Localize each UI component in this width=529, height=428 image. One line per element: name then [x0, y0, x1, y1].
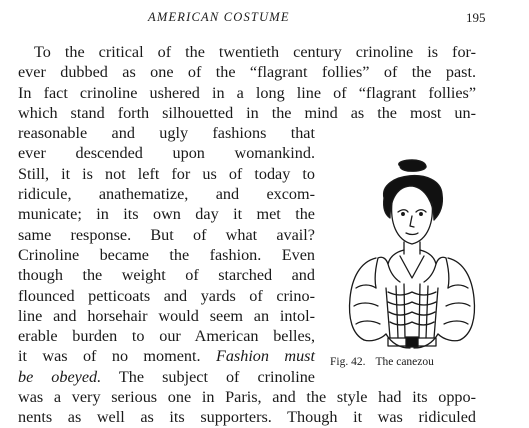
text-line: erable burden to our American belles,: [18, 327, 315, 346]
text-line: Crinoline became the fashion. Even: [18, 245, 315, 264]
text-line: In fact crinoline ushered in a long line of “flagrant follies”: [18, 83, 476, 102]
text-line: Still, it is not left for us of today to: [18, 164, 315, 183]
text-line: though the weight of starched and: [18, 266, 315, 285]
text-line: flounced petticoats and yards of crino-: [18, 286, 315, 305]
italic-phrase: be obeyed.: [18, 367, 102, 386]
figure-title: The canezou: [375, 356, 434, 368]
running-title: AMERICAN COSTUME: [148, 10, 290, 24]
text-line: [18, 346, 315, 366]
text-line: line and horsehair would seem an intol-: [18, 306, 315, 325]
text-line: To the critical of the twentieth century crinoline is for-: [34, 43, 476, 61]
figure-canezou: [330, 158, 498, 370]
text-line: ever dubbed as one of the “flagrant follies” of the past.: [18, 63, 476, 82]
text-segment: it was of no moment.: [18, 347, 216, 366]
text-line: same response. But of what avail?: [18, 225, 315, 244]
italic-phrase: Fashion must: [215, 347, 315, 366]
text-line: ridicule, anathematize, and excom-: [18, 185, 315, 204]
page-number: 195: [466, 10, 486, 25]
text-line: municate; in its own day it met the: [18, 205, 315, 224]
running-head: [0, 10, 529, 28]
woman-in-canezou-illustration: [330, 158, 498, 358]
figure-label: Fig. 42.: [330, 356, 366, 368]
text-segment: The subject of crinoline: [101, 367, 315, 386]
text-line: which stand forth silhouetted in the mind as the most un-: [18, 103, 476, 122]
text-line: ever descended upon womankind.: [18, 144, 315, 163]
text-line: [18, 367, 315, 387]
text-line: reasonable and ugly fashions that: [18, 124, 315, 143]
text-line: nents as well as its supporters. Though it was ridiculed: [18, 408, 476, 427]
text-line: was a very serious one in Paris, and the style had its oppo-: [18, 388, 476, 407]
figure-caption: [330, 356, 500, 368]
